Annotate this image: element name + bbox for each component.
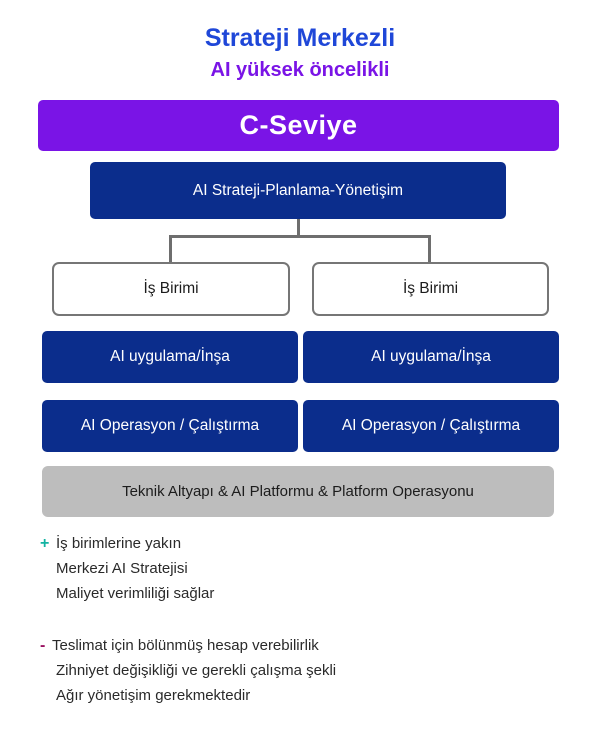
diagram-title: Strateji Merkezli xyxy=(204,24,396,52)
c-level-box: C-Seviye xyxy=(38,100,559,151)
platform-box: Teknik Altyapı & AI Platformu & Platform Operasyonu xyxy=(42,466,554,517)
diagram-subtitle: AI yüksek öncelikli xyxy=(210,59,390,81)
pros-item-text: İş birimlerine yakın xyxy=(56,535,182,552)
cons-item-text: Teslimat için bölünmüş hesap verebilirlik xyxy=(52,637,319,654)
ai-operations-box-2: AI Operasyon / Çalıştırma xyxy=(303,400,559,452)
connector-right-drop xyxy=(428,235,431,263)
cons-item: Zihniyet değişikliği ve gerekli çalışma şekli xyxy=(56,662,337,679)
pros-item xyxy=(40,535,181,553)
strategy-box: AI Strateji-Planlama-Yönetişim xyxy=(90,162,506,219)
business-unit-box-1: İş Birimi xyxy=(52,262,290,316)
ai-build-box-1: AI uygulama/İnşa xyxy=(42,331,298,383)
pros-item: Merkezi AI Stratejisi xyxy=(56,560,188,577)
connector-left-drop xyxy=(169,235,172,263)
cons-item xyxy=(40,637,319,655)
cons-item: Ağır yönetişim gerekmektedir xyxy=(56,687,251,704)
pros-item: Maliyet verimliliği sağlar xyxy=(56,585,215,602)
ai-operations-box-1: AI Operasyon / Çalıştırma xyxy=(42,400,298,452)
minus-icon: - xyxy=(40,637,46,654)
plus-icon: + xyxy=(40,535,50,552)
ai-build-box-2: AI uygulama/İnşa xyxy=(303,331,559,383)
connector-horizontal xyxy=(169,235,431,238)
business-unit-box-2: İş Birimi xyxy=(312,262,549,316)
